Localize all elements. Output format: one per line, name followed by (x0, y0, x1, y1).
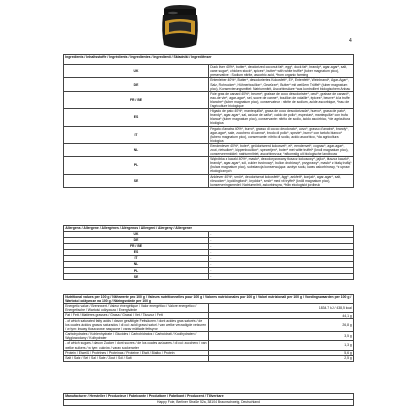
table-row: IT - (64, 255, 354, 261)
table-row: UK - (64, 231, 354, 237)
table-row: FR / BE - (64, 243, 354, 249)
table-row: DE - (64, 237, 354, 243)
nutrition-heading: Nutritional values per 100 g / Nährwerte pro 100 g / Valeurs nutritionnelles pour 100 g / Valores nutricionales por 100 g / Valori nutrizionali per 100 g / Voedingswaarden per 100 g / Wartości odżywcze na 100 g / Näringsvärde per 100 g (64, 295, 354, 304)
table-row: SE Anklever 40%*, smör*, deodoriserat kokosfett*, ägg*, ankfett*, konjak*, agar-agar*, salt, rörsocker*, kycklingfond*, kryddor*, smör* med vit tryffel* (knöll magnatum pico), konserveringsmedel: Natriumnitrit, askorbinsyra, *från ekologiskt jordbruk (64, 174, 354, 187)
table-row: Carbohydrates / Kohlenhydrate / Glucides / Carbohidratos / Carboidrati / Koolhydraten / Węglowodany / Kolhydrater 3,5 g (65, 332, 352, 341)
table-row: - of which sugars / davon Zucker / dont sucres / de los cuales azúcares / di cui: zucchero / van welke suikers / w tym: cukrów / varav sockerarter 1,3 g (65, 341, 352, 350)
table-row: DE Entenleber 40%*, Butter*, desodoriertes Kokosfett*, Ei*, Entenfett*, Weinbrand*, Agar-Agar*, Salz, Rohrucker*, Hühnerbouillon*, Gewürze*, Butter* mit weißem Trüffel* (tuber magnatum pico), Konservierungsmittel: Natriumnitrit, Ascorbinsäure *aus kontrolliert biologischem Anbau (64, 78, 354, 91)
table-row: NL - (64, 261, 354, 267)
table-row: PL - (64, 268, 354, 274)
table-row: Fat / Fett / Matières grasses / Grasa / Grassi / Vet / Tłuszcz / Fett 44,1 g (65, 313, 352, 318)
allergens-table (63, 225, 354, 280)
allergens-heading: Allergens / Allergene / Allergènes / Alérgenos / Allergeni / Alergeny / Allergener (64, 226, 354, 232)
table-row: IT Fegato d'anatra 40%*, burro*, grasso di cocco deodorato*, uovo*, grasso d'anatra*, brandy*, agar-agar*, sale, zucchero di canna*, brodo di pollo*, spezie*, burro* con tartufo bianco* (tubero magnatum pico), conservante: nitrito di sodio, acido ascorbico, *da agricoltura biologica (64, 126, 354, 143)
table-row: SE - (64, 274, 354, 280)
table-row: Energetic value / Brennwert / Valeur énergétique / Valor energético / Valore energetico / Energetische / Wartość odżywcza / Energivärde 1834.7 kJ / 438,5 kcal (65, 304, 352, 313)
table-row: UK Duck liver 40%*, butter*, deodorized coconut fat*, egg*, duck fat*, brandy*, agar-agar*, salt, cane sugar*, chicken stock*, spices*, butter* with white truffle* (tuber magnatum pico), preservative : Sodium nitrite, ascorbic acid, *from organic farming (64, 65, 354, 78)
table-row: Salt / Salz / Sel / Sal / Sale / Zout / Sól / Salt 2,5 g (65, 356, 352, 361)
manufacturer-address: Happy Foie, Berliner Straße 52a, 38104 Braunschweig, Deutschland (64, 399, 354, 405)
nutrition-table (63, 294, 354, 362)
table-row: FR / BE Foie gras de canard 40%*, beurre*, graisse de coco désodorisée*, oeuf*, graisse de canard*, eau-de vie*, agar-agar*, sel, sucre de canne*, bouillon de volaille*, épices*, beurre* à la truffe blanche* (tuber magnatum pico), conservateur : nitrite de sodium, acide ascorbique, *issu de l'agriculture biologique (64, 91, 354, 108)
ingredients-table (63, 54, 354, 188)
table-row: ES Hígado de pato 40%*, mantequilla*, grasa de coco desodorizada*, huevo*, grasa de pato*, brandy*, agar-agar*, sal, azúcar de caña*, caldo de pollo*, especias*, mantequilla* con trufa blanca* (tuber magnatum pico), conservante: nitrito de sodio, ácido ascórbico, *de agricultura biológica (64, 109, 354, 126)
table-row: - of which saturated fatty acids / davon gesättigte Fettsäuren / dont acides gras saturés / de los cuales ácidos grasos saturados / di cui: acidi grassi saturi / van welke verzadigde vetzuren / w tym: kwasy tłuszczowe nasycone / varav mättade fettsyror 26,8 g (65, 318, 352, 332)
table-row: Protein / Eiweiß / Protéines / Proteínas / Proteine / Eiwit / Białko / Protein 5,6 g (65, 350, 352, 355)
table-row: PL Wątróbka z kaczki 40%*, masło*, dezodoryzowany tłuszcz kokosowy*, jajko*, tłuszcz kaczki*, brandy*, agar-agar*, sól, cukier trzcinowy*, bulion drobiowy*, przyprawy*, masło* z białą truflą* (bulwa magnatum pico), substancja konserwująca: azotyn sodu, kwas askorbinowy, *z upraw ekologicznych (64, 157, 354, 174)
ingredients-heading: Ingredients / Inhaltsstoffe / Ingrédients / Ingredientes / Ingredienti / Składniki / Ingrediënser (64, 55, 354, 65)
product-jar-image (155, 1, 205, 51)
manufacturer-heading: Manufacturer / Hersteller / Producteur / Fabricante / Produttore / Fabrikant / Producent / Tillverkare (64, 394, 354, 400)
table-row: NL Eendenlever 40%*, boter*, geödoriseerd kokosvet*, ei*, eendenvet*, cognac*, agar-agar*, zout, rietsuiker*, kippenbouillon*, specerijen*, boter* met witte truffel* (knoll magnatum pico), conserveermiddel: natriumnitriet, ascorbinezuur, *afkomstig uit biologische landbouw (64, 143, 354, 156)
page-number: 4 (349, 38, 352, 44)
manufacturer-table (63, 393, 354, 406)
table-row: ES - (64, 249, 354, 255)
